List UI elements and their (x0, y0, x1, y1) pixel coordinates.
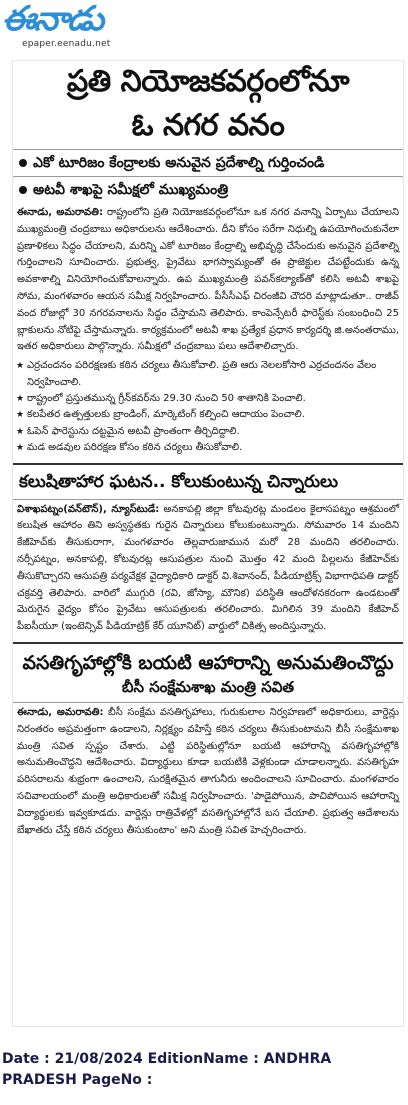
article-body (13, 500, 403, 638)
masthead (0, 0, 408, 58)
dateline: ఈనాడు, అమరావతి: (17, 706, 104, 718)
eenadu-logo[interactable]: ఈనాడు (2, 0, 103, 39)
body-text: రాష్ట్రంలోని ప్రతి నియోజకవర్గంలోనూ ఒక నగర వనాన్ని ఏర్పాటు చేయాలని ముఖ్యమంత్రి చంద్రబాబు అధికారులను ఆదేశించారు. దీని కోసం సరేగా నిధుల్ని ఉపయోగించుకునేలా ప్రణాళికలు సిద్ధం చేయాలని, మరిన్ని ఎకో టూరిజం కేంద్రాల్ని అభివృద్ధి చేసేందుకు అనువైన ప్రదేశాల్ని గుర్తించాలని సూచించారు. ప్రభుత్వ, ప్రైవేటు భాగస్వామ్యంతో ఈ ప్రాజెక్టుల చేపట్టేందుకు ఉన్న అవకాశాల్ని వినియోగించుకోవాలన్నారు. ఉప ముఖ్యమంత్రి పవన్‌కల్యాణ్‌తో కలిసి అటవీ శాఖపై సోమ, మంగళవారం ఆయన సమీక్ష నిర్వహించారు. పీసీసీఎఫ్ చిరంజీవి చౌదరి మాట్లాడుతూ.. రాజీవ్ వంద రోజుల్లో 30 నగరవనాలను సిద్ధం చేస్తామని తెలిపారు. కాంపెన్సేటరీ ఫారెస్ట్‌కు సంబంధించి 25 బ్లాకులను నోటిఫై చేస్తామన్నారు. కార్యక్రమంలో అటవీ శాఖ ప్రత్యేక ప్రధాన కార్యదర్శి జి.అనంతరాము, ఇతర అధికారులు పాల్గొన్నారు. సమీక్షలో చంద్రబాబు పలు ఆదేశాలిచ్చారు. (17, 207, 400, 353)
bullet-dot-icon (19, 186, 27, 194)
bullet-dot-icon (19, 159, 27, 167)
article-food-poisoning (13, 463, 403, 638)
star-point: ★ మడ అడవుల పరిరక్షణ కోసం కఠిన చర్యలు తీసుకోవాలి. (13, 440, 403, 456)
site-url: epaper.eenadu.net (22, 39, 111, 49)
body-text: బీసీ సంక్షేమ వసతిగృహాలు, గురుకులాల నిర్వహణలో అధికారులు, వార్డెన్లు నిరంతరం అప్రమత్తంగా ఉండాలని, నిర్లక్ష్యం వహిస్తే కఠిన చర్యలు తీసుకుంటామని బీసీ సంక్షేమశాఖ మంత్రి సవిత స్పష్టం చేశారు. ఎట్టి పరిస్థితుల్లోనూ బయటి ఆహారాన్ని వసతిగృహాల్లోకి అనుమతించొద్దని ఆదేశించారు. విద్యార్థులు కూడా బయటికి వెళ్లకుండా చూడాలన్నారు. వసతిగృహ పరిసరాలను శుభ్రంగా ఉంచాలని, సురక్షితమైన తాగునీరు అందించాలని సూచించారు. మంగళవారం సచివాలయంలో మంత్రి అధికారులతో సమీక్ష నిర్వహించారు. 'పాడైపోయిన, పాచిపోయిన ఆహారాన్ని విద్యార్థులకు ఇవ్వకూడదు. వార్డెన్లు రాత్రివేళల్లో వసతిగృహాల్లోనే బస చేయాలి. ప్రభుత్వ ఆదేశాలను బేఖాతరు చేస్తే కఠిన చర్యలు తీసుకుంటాం' అని మంత్రి సవిత హెచ్చరించారు. (17, 706, 399, 836)
article-body (13, 703, 403, 841)
headline-line-1: ప్రతి నియోజకవర్గంలోనూ (66, 64, 350, 99)
footer-line-1: Date : 21/08/2024 EditionName : ANDHRA (2, 1051, 332, 1067)
star-point: ★ రాష్ట్రంలో ప్రస్తుతమున్న గ్రీన్‌కవర్‌ను 29.30 నుంచి 50 శాతానికి పెంచాలి. (13, 391, 403, 407)
headline: వసతిగృహాల్లోకి బయటి ఆహారాన్ని అనుమతించొద్దు (13, 642, 403, 676)
article-city-forest (13, 61, 403, 457)
article-hostel-food (13, 642, 403, 841)
footer-line-2: PRADESH PageNo : (2, 1072, 153, 1088)
article-body (13, 203, 403, 358)
star-point: ★ కలపేతర ఉత్పత్తులకు బ్రాండింగ్, మార్కెటింగ్ కల్పించి ఆదాయం పెంచాలి. (13, 407, 403, 423)
news-clipping (12, 60, 404, 1027)
body-text: అనకాపల్లి జిల్లా కోటవురట్ల మండలం కైలాసపట్నం ఆశ్రమంలో కలుషిత ఆహారం తిని అస్వస్థతకు గురైన చిన్నారులు కోలుకుంటున్నారు. సోమవారం 14 మందిని కేజీహెచ్‌కు తీసుకురాగా, మంగళవారం తెల్లవారుజామున మరో 28 మందిని తరలించారు. నర్సీపట్నం, అనకాపల్లి, కోటవురట్ల ఆసుపత్రుల నుంచి మొత్తం 42 మంది పిల్లలను కేజీహెచ్‌కు తీసుకొచ్చారని ఆసుపత్రి పర్యవేక్షక వైద్యాధికారి డాక్టర్ వి.శివానంద్, పీడియాట్రిక్స్ విభాగాధిపతి డాక్టర్ చక్రవర్తి తెలిపారు. వారిలో ముగ్గురి (రవి, జోస్యా, మౌనిక) పరిస్థితి ఆందోళనకరంగా ఉండటంతో మెరుగైన వైద్యం కోసం ప్రైవేటు ఆసుపత్రులకు తరలించారు. మిగిలిన 39 మందిని కేజీహెచ్ పీఐసీయూ (ఇంటెన్సివ్ పీడియాట్రిక్ కేర్ యూనిట్) వార్డులో చికిత్స అందిస్తున్నారు. (17, 503, 399, 633)
dateline: ఈనాడు, అమరావతి: (17, 207, 103, 218)
headline-line-2: ఓ నగర వనం (131, 108, 285, 143)
subheadline: బీసీ సంక్షేమశాఖ మంత్రి సవిత (13, 676, 403, 703)
headline: కలుషితాహార ఘటన.. కోలుకుంటున్న చిన్నారులు (13, 463, 403, 500)
star-point: ★ ఎర్రచందనం పరిరక్షణకు కఠిన చర్యలు తీసుకోవాలి. ప్రతి ఆరు నెలలకోసారి ఎర్రచందనం వేలం నిర్వహించాలి. (13, 358, 403, 391)
subhead-bullet-1: ఎకో టూరిజం కేంద్రాలకు అనువైన ప్రదేశాల్ని గుర్తించండి (13, 149, 403, 176)
star-point: ★ ఓపెన్ ఫారెస్టును దట్టమైన అటవీ ప్రాంతంగా తీర్చిదిద్దాలి. (13, 424, 403, 440)
subhead-bullet-2: అటవీ శాఖపై సమీక్షలో ముఖ్యమంత్రి (13, 176, 403, 203)
edition-footer (2, 1049, 402, 1091)
dateline: విశాఖపట్నం(వన్‌టౌన్), న్యూస్‌టుడే: (17, 503, 160, 515)
